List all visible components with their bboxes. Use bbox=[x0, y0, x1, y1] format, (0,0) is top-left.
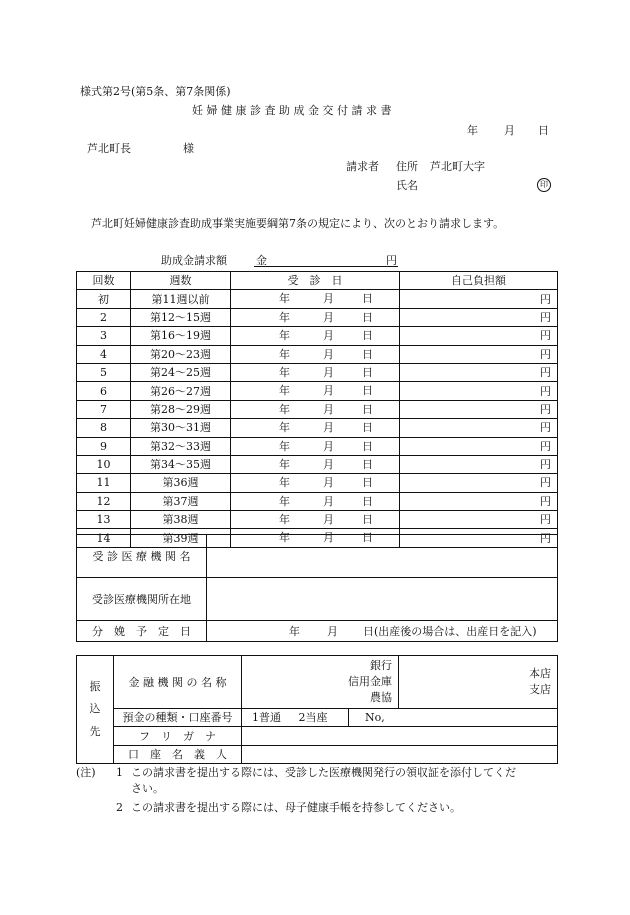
amount-unit: 円 bbox=[386, 254, 397, 267]
row-date[interactable] bbox=[231, 363, 400, 381]
name-label: 氏名 bbox=[396, 179, 418, 192]
row-yen: 円 bbox=[540, 439, 551, 453]
table-row bbox=[77, 363, 558, 381]
row-count: 9 bbox=[77, 437, 131, 455]
row-year: 年 bbox=[279, 513, 290, 527]
table-header-row bbox=[77, 272, 558, 290]
bank-type-3: 農協 bbox=[370, 690, 392, 704]
row-yen: 円 bbox=[540, 292, 551, 306]
row-day: 日 bbox=[362, 494, 373, 508]
row-year: 年 bbox=[279, 347, 290, 361]
side-char-2: 込 bbox=[89, 702, 101, 716]
row-date[interactable] bbox=[231, 437, 400, 455]
bank-table bbox=[76, 655, 558, 764]
row-weeks: 第12～15週 bbox=[131, 308, 231, 326]
row-yen: 円 bbox=[540, 513, 551, 527]
date-year: 年 bbox=[467, 124, 478, 137]
row-yen: 円 bbox=[540, 531, 551, 545]
row-copay[interactable] bbox=[400, 290, 558, 308]
row-copay[interactable] bbox=[400, 382, 558, 400]
row-month: 月 bbox=[323, 439, 334, 453]
row-year: 年 bbox=[279, 365, 290, 379]
row-month: 月 bbox=[323, 513, 334, 527]
row-month: 月 bbox=[323, 421, 334, 435]
table-row bbox=[77, 511, 558, 529]
institution-row bbox=[77, 535, 558, 578]
location-label: 受診医療機関所在地 bbox=[77, 578, 207, 621]
row-year: 年 bbox=[279, 384, 290, 398]
holder-value[interactable] bbox=[242, 745, 558, 763]
row-year: 年 bbox=[279, 457, 290, 471]
row-year: 年 bbox=[279, 476, 290, 490]
due-month: 月 bbox=[327, 625, 338, 638]
row-month: 月 bbox=[323, 476, 334, 490]
row-yen: 円 bbox=[540, 329, 551, 343]
honorific: 様 bbox=[183, 142, 194, 155]
row-weeks: 第16～19週 bbox=[131, 327, 231, 345]
row-date[interactable] bbox=[231, 455, 400, 473]
claimant-label: 請求者 bbox=[346, 160, 379, 173]
row-yen: 円 bbox=[540, 310, 551, 324]
row-copay[interactable] bbox=[400, 455, 558, 473]
info-table bbox=[76, 531, 558, 642]
branch-cell[interactable] bbox=[399, 656, 558, 709]
row-day: 日 bbox=[362, 365, 373, 379]
row-yen: 円 bbox=[540, 421, 551, 435]
row-yen: 円 bbox=[540, 384, 551, 398]
holder-label: 口 座 名 義 人 bbox=[114, 745, 242, 763]
row-count: 12 bbox=[77, 492, 131, 510]
amount-label: 助成金請求額 bbox=[161, 254, 227, 267]
seal-mark: 印 bbox=[537, 178, 551, 192]
row-weeks: 第36週 bbox=[131, 474, 231, 492]
row-year: 年 bbox=[279, 531, 290, 545]
row-count: 5 bbox=[77, 363, 131, 381]
row-month: 月 bbox=[323, 457, 334, 471]
row-year: 年 bbox=[279, 310, 290, 324]
branch-main: 本店 bbox=[529, 667, 551, 681]
row-year: 年 bbox=[279, 292, 290, 306]
due-label: 分 娩 予 定 日 bbox=[77, 621, 207, 642]
furigana-value[interactable] bbox=[242, 727, 558, 745]
bank-name-label: 金 融 機 関 の 名 称 bbox=[114, 656, 242, 709]
transfer-side-label bbox=[77, 656, 114, 764]
address-value: 芦北町大字 bbox=[430, 160, 485, 173]
row-count: 10 bbox=[77, 455, 131, 473]
row-copay[interactable] bbox=[400, 437, 558, 455]
location-row bbox=[77, 578, 558, 621]
row-date[interactable] bbox=[231, 290, 400, 308]
table-row bbox=[77, 437, 558, 455]
row-copay[interactable] bbox=[400, 511, 558, 529]
table-row bbox=[77, 290, 558, 308]
furigana-label: フ リ ガ ナ bbox=[114, 727, 242, 745]
row-month: 月 bbox=[323, 310, 334, 324]
row-date[interactable] bbox=[231, 492, 400, 510]
bank-type-1: 銀行 bbox=[370, 659, 392, 673]
row-month: 月 bbox=[323, 292, 334, 306]
row-count: 初 bbox=[77, 290, 131, 308]
row-yen: 円 bbox=[540, 458, 551, 472]
row-day: 日 bbox=[362, 439, 373, 453]
due-day-note: 日(出産後の場合は、出産日を記入) bbox=[363, 625, 537, 638]
row-copay[interactable] bbox=[400, 327, 558, 345]
note1-number: 1 bbox=[116, 766, 123, 779]
row-copay[interactable] bbox=[400, 474, 558, 492]
account-no-label: No, bbox=[365, 711, 385, 725]
row-day: 日 bbox=[362, 476, 373, 490]
bank-type-cell[interactable] bbox=[242, 656, 399, 709]
account-label: 預金の種類・口座番号 bbox=[114, 709, 242, 727]
row-weeks: 第11週以前 bbox=[131, 290, 231, 308]
table-row bbox=[77, 327, 558, 345]
row-month: 月 bbox=[323, 402, 334, 416]
header-count: 回数 bbox=[77, 272, 131, 290]
row-count: 6 bbox=[77, 382, 131, 400]
row-weeks: 第37週 bbox=[131, 492, 231, 510]
table-row bbox=[77, 474, 558, 492]
row-month: 月 bbox=[323, 494, 334, 508]
row-yen: 円 bbox=[540, 402, 551, 416]
form-number: 様式第2号(第5条、第7条関係) bbox=[80, 85, 231, 98]
row-month: 月 bbox=[323, 384, 334, 398]
row-date[interactable] bbox=[231, 345, 400, 363]
row-count: 8 bbox=[77, 419, 131, 437]
date-day: 日 bbox=[538, 124, 549, 137]
table-row bbox=[77, 382, 558, 400]
due-value[interactable] bbox=[207, 621, 558, 642]
table-row bbox=[77, 419, 558, 437]
notes-prefix: (注) bbox=[76, 766, 96, 779]
form-title: 妊 婦 健 康 診 査 助 成 金 交 付 請 求 書 bbox=[192, 104, 392, 117]
bank-name-row bbox=[77, 656, 558, 709]
row-year: 年 bbox=[279, 494, 290, 508]
bank-type-2: 信用金庫 bbox=[348, 675, 392, 689]
amount-underline bbox=[254, 266, 398, 267]
row-year: 年 bbox=[279, 421, 290, 435]
row-date[interactable] bbox=[231, 382, 400, 400]
row-count: 7 bbox=[77, 400, 131, 418]
row-month: 月 bbox=[323, 365, 334, 379]
row-copay[interactable] bbox=[400, 400, 558, 418]
row-weeks: 第38週 bbox=[131, 511, 231, 529]
row-date[interactable] bbox=[231, 327, 400, 345]
row-weeks: 第39週 bbox=[131, 529, 231, 547]
row-month: 月 bbox=[323, 347, 334, 361]
row-date[interactable] bbox=[231, 474, 400, 492]
header-weeks: 週数 bbox=[131, 272, 231, 290]
table-row bbox=[77, 400, 558, 418]
furigana-row bbox=[77, 727, 558, 745]
row-weeks: 第26～27週 bbox=[131, 382, 231, 400]
row-day: 日 bbox=[362, 310, 373, 324]
branch-sub: 支店 bbox=[529, 683, 551, 696]
account-type-2: 2当座 bbox=[298, 711, 328, 725]
row-copay[interactable] bbox=[400, 492, 558, 510]
account-number-cell[interactable] bbox=[349, 709, 558, 727]
row-month: 月 bbox=[323, 329, 334, 343]
row-day: 日 bbox=[362, 347, 373, 361]
account-type-cell[interactable] bbox=[242, 709, 349, 727]
account-type-1: 1普通 bbox=[252, 711, 281, 725]
checkup-table bbox=[76, 271, 558, 548]
row-day: 日 bbox=[362, 329, 373, 343]
row-date[interactable] bbox=[231, 400, 400, 418]
row-day: 日 bbox=[362, 513, 373, 527]
row-weeks: 第34～35週 bbox=[131, 455, 231, 473]
note1-line1: この請求書を提出する際には、受診した医療機関発行の領収証を添付してくだ bbox=[131, 766, 516, 779]
row-year: 年 bbox=[279, 439, 290, 453]
row-weeks: 第24～25週 bbox=[131, 363, 231, 381]
row-year: 年 bbox=[279, 329, 290, 343]
intro-text: 芦北町妊婦健康診査助成事業実施要綱第7条の規定により、次のとおり請求します。 bbox=[91, 217, 505, 230]
row-copay[interactable] bbox=[400, 345, 558, 363]
row-copay[interactable] bbox=[400, 419, 558, 437]
note2-number: 2 bbox=[116, 801, 123, 814]
header-date: 受 診 日 bbox=[231, 272, 400, 290]
table-row bbox=[77, 492, 558, 510]
due-year: 年 bbox=[289, 625, 300, 638]
header-copay: 自己負担額 bbox=[400, 272, 558, 290]
row-count: 13 bbox=[77, 511, 131, 529]
row-yen: 円 bbox=[540, 366, 551, 380]
location-value[interactable] bbox=[207, 578, 558, 621]
institution-value[interactable] bbox=[207, 535, 558, 578]
row-copay[interactable] bbox=[400, 363, 558, 381]
side-char-3: 先 bbox=[89, 724, 101, 738]
row-date[interactable] bbox=[231, 511, 400, 529]
row-yen: 円 bbox=[540, 494, 551, 508]
row-weeks: 第28～29週 bbox=[131, 400, 231, 418]
row-day: 日 bbox=[362, 402, 373, 416]
row-count: 3 bbox=[77, 327, 131, 345]
due-row bbox=[77, 621, 558, 642]
row-weeks: 第32～33週 bbox=[131, 437, 231, 455]
address-label: 住所 bbox=[396, 160, 418, 173]
row-count: 14 bbox=[77, 529, 131, 547]
row-yen: 円 bbox=[540, 476, 551, 490]
row-day: 日 bbox=[362, 292, 373, 306]
amount-prefix: 金 bbox=[256, 254, 267, 267]
row-date[interactable] bbox=[231, 308, 400, 326]
side-char-1: 振 bbox=[89, 679, 101, 693]
row-month: 月 bbox=[323, 531, 334, 545]
row-yen: 円 bbox=[540, 347, 551, 361]
row-day: 日 bbox=[362, 531, 373, 545]
holder-row bbox=[77, 745, 558, 763]
row-weeks: 第30～31週 bbox=[131, 419, 231, 437]
row-copay[interactable] bbox=[400, 308, 558, 326]
account-row bbox=[77, 709, 558, 727]
row-count: 11 bbox=[77, 474, 131, 492]
row-day: 日 bbox=[362, 457, 373, 471]
row-day: 日 bbox=[362, 384, 373, 398]
note2-text: この請求書を提出する際には、母子健康手帳を持参してください。 bbox=[131, 801, 461, 814]
table-row bbox=[77, 308, 558, 326]
institution-label: 受 診 医 療 機 関 名 bbox=[77, 535, 207, 578]
note1-line2: さい。 bbox=[131, 782, 164, 795]
addressee: 芦北町長 bbox=[87, 142, 131, 155]
table-row bbox=[77, 455, 558, 473]
row-day: 日 bbox=[362, 421, 373, 435]
row-count: 2 bbox=[77, 308, 131, 326]
row-date[interactable] bbox=[231, 419, 400, 437]
row-weeks: 第20～23週 bbox=[131, 345, 231, 363]
date-month: 月 bbox=[504, 124, 515, 137]
row-count: 4 bbox=[77, 345, 131, 363]
row-year: 年 bbox=[279, 402, 290, 416]
table-row bbox=[77, 345, 558, 363]
